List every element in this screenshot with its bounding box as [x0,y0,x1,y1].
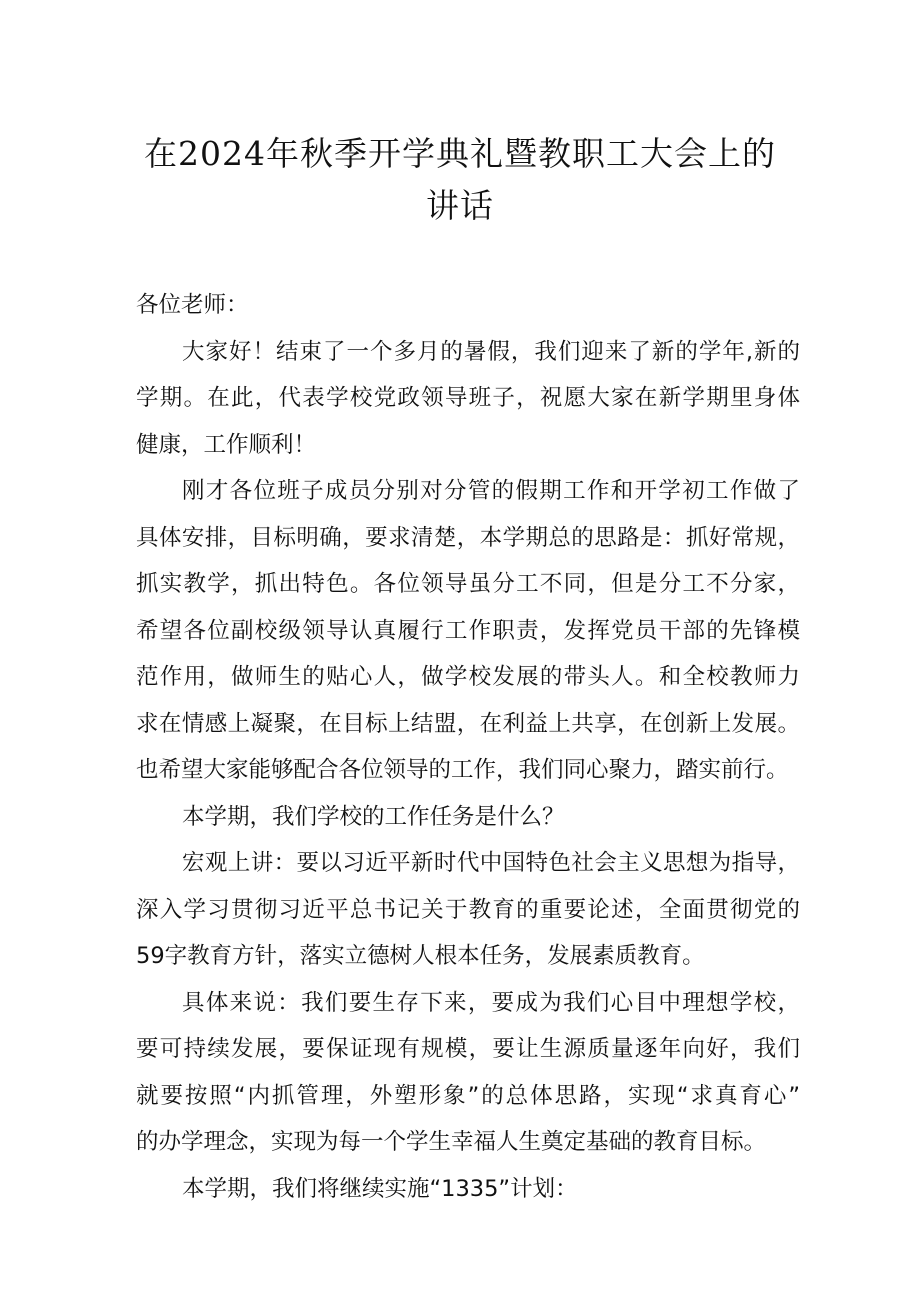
paragraph-line: 具体来说：我们要生存下来，要成为我们心目中理想学校， [182,989,800,1016]
paragraph-arrangement [136,468,800,794]
paragraph-plan [136,1166,800,1213]
paragraph-line: 59字教育方针，落实立德树人根本任务，发展素质教育。 [136,943,705,969]
document-title [120,128,800,232]
title-line: 讲话 [426,186,494,225]
title-line: 在2024年秋季开学典礼暨教职工大会上的 [144,134,776,173]
paragraph-line: 要可持续发展，要保证现有规模，要让生源质量逐年向好，我们 [136,1036,800,1062]
paragraph-line: 宏观上讲：要以习近平新时代中国特色社会主义思想为指导， [182,850,800,876]
paragraph-line: 希望各位副校级领导认真履行工作职责，发挥党员干部的先锋模 [136,617,800,644]
paragraph-line: 范作用，做师生的贴心人，做学校发展的带头人。和全校教师力 [136,664,800,690]
paragraph-line: 学期。在此，代表学校党政领导班子，祝愿大家在新学期里身体 [136,385,800,411]
paragraph-greeting [136,329,800,469]
document-body [136,282,800,1212]
paragraph-line: 的办学理念，实现为每一个学生幸福人生奠定基础的教育目标。 [136,1129,767,1155]
paragraph-line: 本学期，我们将继续实施“1335”计划： [182,1175,578,1202]
paragraph-macro [136,840,800,980]
paragraph-line: 本学期，我们学校的工作任务是什么？ [182,803,565,830]
paragraph-line: 也希望大家能够配合各位领导的工作，我们同心聚力，踏实前行。 [136,757,789,783]
paragraph-line: 抓实教学，抓出特色。各位领导虽分工不同，但是分工不分家， [136,571,800,597]
paragraph-line: 求在情感上凝聚，在目标上结盟，在利益上共享，在创新上发展。 [136,710,800,737]
paragraph-line: 健康，工作顺利！ [136,431,317,458]
salutation-line: 各位老师： [136,292,249,318]
paragraph-line: 刚才各位班子成员分别对分管的假期工作和开学初工作做了 [182,478,800,504]
paragraph-line: 大家好！结束了一个多月的暑假，我们迎来了新的学年,新的 [182,338,800,365]
paragraph-line: 就要按照“内抓管理，外塑形象”的总体思路，实现“求真育心” [136,1082,800,1109]
paragraph-line: 深入学习贯彻习近平总书记关于教育的重要论述，全面贯彻党的 [136,896,800,923]
paragraph-question [136,794,800,841]
paragraph-specific [136,980,800,1166]
salutation [136,282,800,329]
paragraph-line: 具体安排，目标明确，要求清楚，本学期总的思路是：抓好常规， [136,524,800,551]
